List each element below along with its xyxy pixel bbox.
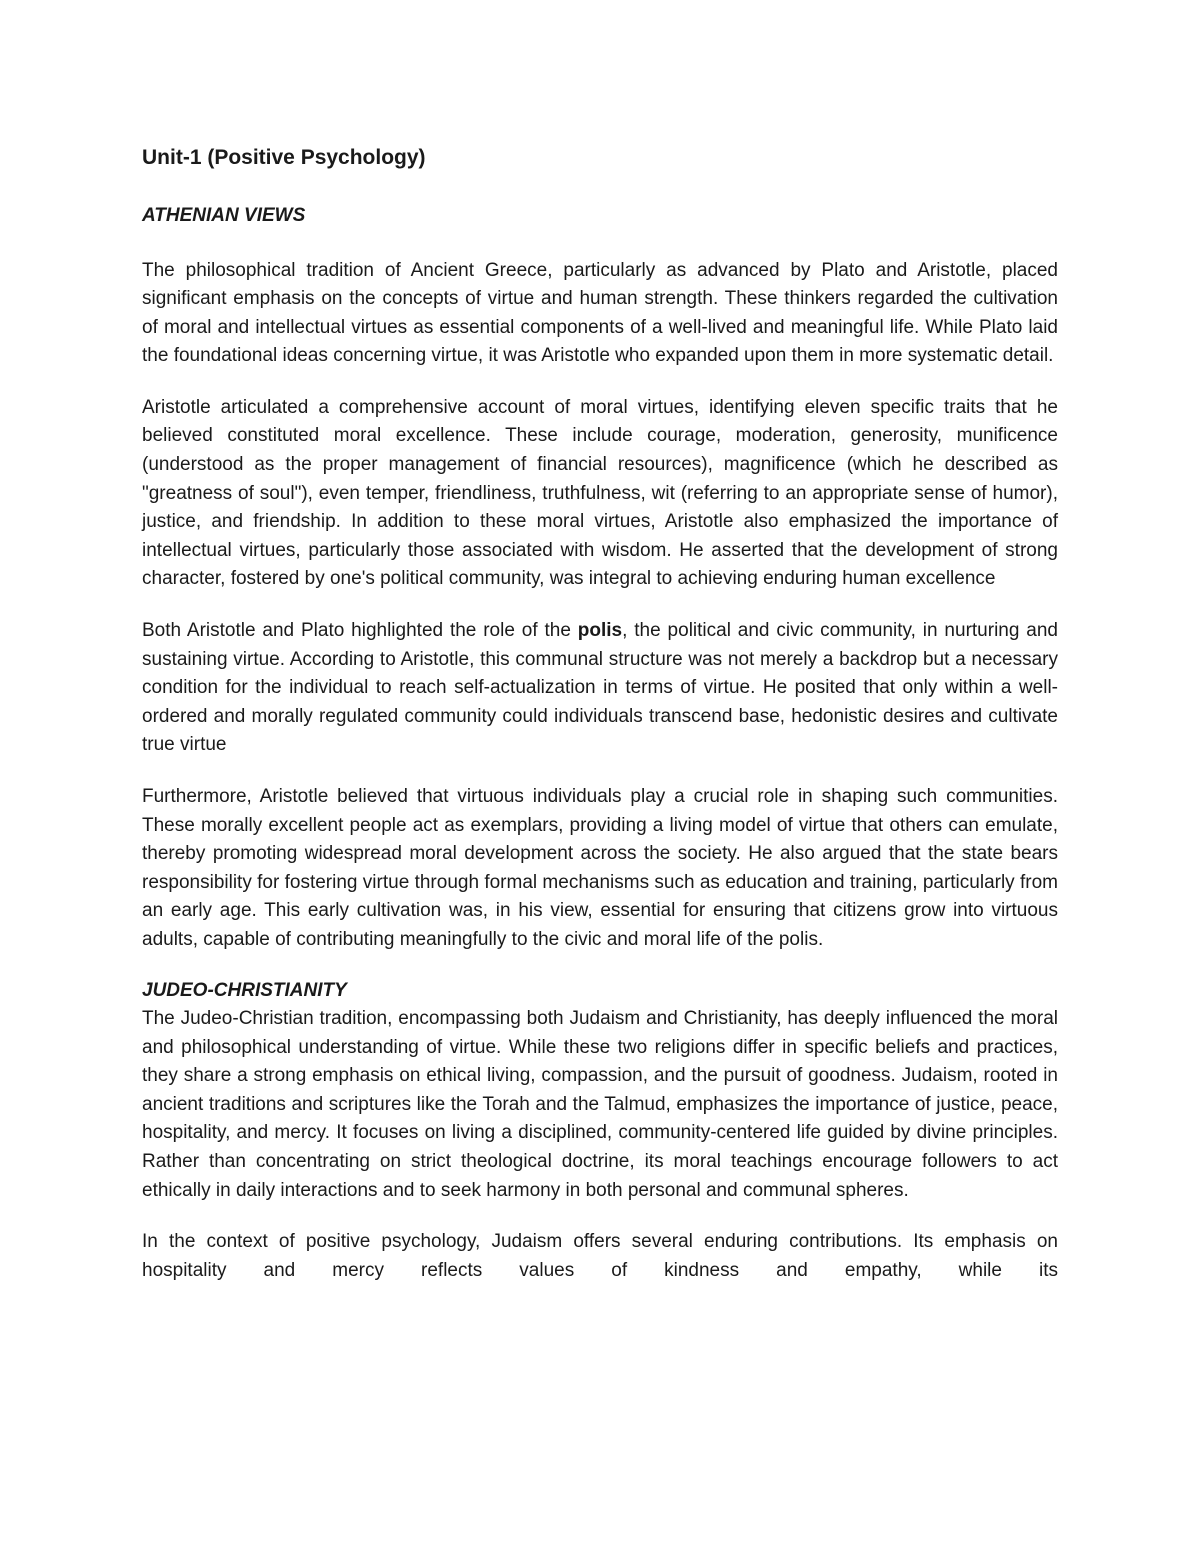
- paragraph-athenian-1: The philosophical tradition of Ancient Greece, particularly as advanced by Plato and Aristotle, placed significant emphasis on the concepts of virtue and human strength. These thinkers regarded the cultivation of moral and intellectual virtues as essential components of a well-lived and meaningful life. While Plato laid the foundational ideas concerning virtue, it was Aristotle who expanded upon them in more systematic detail.: [142, 259, 1058, 367]
- paragraph-athenian-3-before: Both Aristotle and Plato highlighted the role of the: [142, 620, 578, 642]
- section-heading-athenian-views: ATHENIAN VIEWS: [142, 205, 306, 226]
- polis-term: polis: [577, 620, 623, 642]
- paragraph-judeo-2: In the context of positive psychology, Judaism offers several enduring contributions. Its emphasis on hospitality and mercy reflects values of kindness and empathy, while its: [142, 1231, 1058, 1281]
- section-heading-judeo-christianity: JUDEO-CHRISTIANITY: [142, 979, 347, 1001]
- paragraph-athenian-4: Furthermore, Aristotle believed that virtuous individuals play a crucial role in shaping such communities. These morally excellent people act as exemplars, providing a living model of virtue that others can emulate, thereby promoting widespread moral development across the society. He also argued that the state bears responsibility for fostering virtue through formal mechanisms such as education and training, particularly from an early age. This early cultivation was, in his view, essential for ensuring that citizens grow into virtuous adults, capable of contributing meaningfully to the civic and moral life of the polis.: [142, 786, 1058, 950]
- paragraph-athenian-3-after: , the political and civic community, in nurturing and sustaining virtue. According to Aristotle, this communal structure was not merely a backdrop but a necessary condition for the individual to reach self-actualization in terms of virtue. He posited that only within a well-ordered and morally regulated community could individuals transcend base, hedonistic desires and cultivate true virtue: [142, 620, 1058, 756]
- paragraph-athenian-3: [142, 617, 1058, 760]
- document-title: Unit-1 (Positive Psychology): [142, 146, 426, 169]
- paragraph-judeo-1: The Judeo-Christian tradition, encompassing both Judaism and Christianity, has deeply influenced the moral and philosophical understanding of virtue. While these two religions differ in specific beliefs and practices, they share a strong emphasis on ethical living, compassion, and the pursuit of goodness. Judaism, rooted in ancient traditions and scriptures like the Torah and the Talmud, emphasizes the importance of justice, peace, hospitality, and mercy. It focuses on living a disciplined, community-centered life guided by divine principles. Rather than concentrating on strict theological doctrine, its moral teachings encourage followers to act ethically in daily interactions and to seek harmony in both personal and communal spheres.: [142, 1008, 1058, 1201]
- document-page: [142, 138, 1058, 1285]
- paragraph-athenian-2: Aristotle articulated a comprehensive account of moral virtues, identifying eleven specific traits that he believed constituted moral excellence. These include courage, moderation, generosity, munificence (understood as the proper management of financial resources), magnificence (which he described as "greatness of soul"), even temper, friendliness, truthfulness, wit (referring to an appropriate sense of humor), justice, and friendship. In addition to these moral virtues, Aristotle also emphasized the importance of intellectual virtues, particularly those associated with wisdom. He asserted that the development of strong character, fostered by one's political community, was integral to achieving enduring human excellence: [142, 396, 1058, 590]
